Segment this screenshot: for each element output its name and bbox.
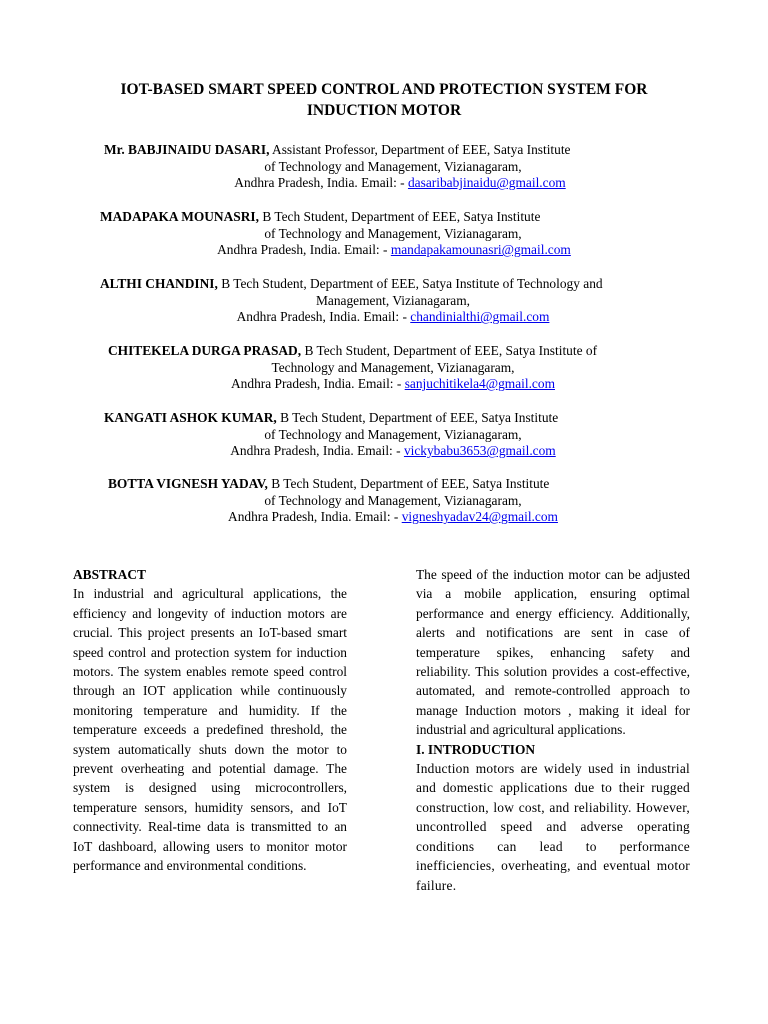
author-affiliation: of Technology and Management, Vizianagaram, xyxy=(264,225,522,241)
introduction-heading: I. INTRODUCTION xyxy=(416,741,536,757)
author-email-link[interactable]: vickybabu3653@gmail.com xyxy=(403,443,556,459)
author-role: B Tech Student, Department of EEE, Satya Institute xyxy=(280,410,559,425)
author-name: Mr. BABJINAIDU DASARI, xyxy=(104,142,270,157)
author-block xyxy=(0,209,768,259)
author-name: KANGATI ASHOK KUMAR, xyxy=(104,410,277,425)
left-column xyxy=(73,565,347,876)
paper-title-line-1: IOT-BASED SMART SPEED CONTROL AND PROTECTION SYSTEM FOR xyxy=(120,81,648,98)
author-email-link[interactable]: vigneshyadav24@gmail.com xyxy=(401,509,558,525)
author-affiliation: of Technology and Management, Vizianagaram, xyxy=(264,158,522,174)
author-location: Andhra Pradesh, India. Email: - xyxy=(231,376,402,392)
author-role: Assistant Professor, Department of EEE, Satya Institute xyxy=(272,142,571,157)
author-email-link[interactable]: dasaribabjinaidu@gmail.com xyxy=(407,175,566,191)
author-affiliation: of Technology and Management, Vizianagaram, xyxy=(264,492,522,508)
author-block xyxy=(0,276,768,326)
introduction-body: Induction motors are widely used in industrial and domestic applications due to their rugged construction, low cost, and reliability. However, uncontrolled speed and adverse operating conditions can lead to performance inefficiencies, overheating, and eventual motor failure. xyxy=(416,761,690,893)
author-role: B Tech Student, Department of EEE, Satya Institute of xyxy=(304,343,598,358)
author-name: BOTTA VIGNESH YADAV, xyxy=(108,476,268,491)
author-role: B Tech Student, Department of EEE, Satya Institute xyxy=(271,476,550,491)
author-location: Andhra Pradesh, India. Email: - xyxy=(236,309,407,325)
author-role: B Tech Student, Department of EEE, Satya Institute xyxy=(262,209,541,224)
author-email-link[interactable]: chandinialthi@gmail.com xyxy=(410,309,550,325)
abstract-heading: ABSTRACT xyxy=(73,567,146,582)
author-block xyxy=(0,410,768,460)
right-column xyxy=(416,565,690,895)
abstract-body: In industrial and agricultural applications, the efficiency and longevity of induction motors are crucial. This project presents an IoT-based smart speed control and protection system for induction motors. The system enables remote speed control through an IOT application while continuously monitoring temperature and humidity. If the temperature exceeds a predefined threshold, the system automatically shuts down the motor to prevent overheating and potential damage. The system is designed using microcontrollers, temperature sensors, humidity sensors, and IoT connectivity. Real-time data is transmitted to an IoT dashboard, allowing users to monitor motor performance and environmental conditions. xyxy=(73,586,347,874)
paper-title xyxy=(60,79,708,121)
author-block xyxy=(0,476,768,526)
author-affiliation: Management, Vizianagaram, xyxy=(316,292,470,308)
author-location: Andhra Pradesh, India. Email: - xyxy=(230,443,401,459)
paper-title-line-2: INDUCTION MOTOR xyxy=(306,102,462,119)
author-email-link[interactable]: mandapakamounasri@gmail.com xyxy=(390,242,571,258)
author-affiliation: of Technology and Management, Vizianagaram, xyxy=(264,426,522,442)
author-affiliation: Technology and Management, Vizianagaram, xyxy=(271,359,515,375)
author-name: ALTHI CHANDINI, xyxy=(100,276,218,291)
author-name: CHITEKELA DURGA PRASAD, xyxy=(108,343,302,358)
author-location: Andhra Pradesh, India. Email: - xyxy=(217,242,388,258)
author-email-link[interactable]: sanjuchitikela4@gmail.com xyxy=(404,376,555,392)
author-block xyxy=(0,142,768,192)
author-role: B Tech Student, Department of EEE, Satya Institute of Technology and xyxy=(221,276,603,291)
abstract-body-continued: The speed of the induction motor can be adjusted via a mobile application, ensuring optimal performance and energy efficiency. Additionally, alerts and notifications are sent in case of temperature spikes, enhancing safety and reliability. This solution provides a cost-effective, automated, and remote-controlled approach to manage Induction motors , making it ideal for industrial and agricultural applications. xyxy=(416,567,690,738)
author-name: MADAPAKA MOUNASRI, xyxy=(100,209,259,224)
author-location: Andhra Pradesh, India. Email: - xyxy=(234,175,405,191)
author-location: Andhra Pradesh, India. Email: - xyxy=(228,509,399,525)
author-block xyxy=(0,343,768,393)
